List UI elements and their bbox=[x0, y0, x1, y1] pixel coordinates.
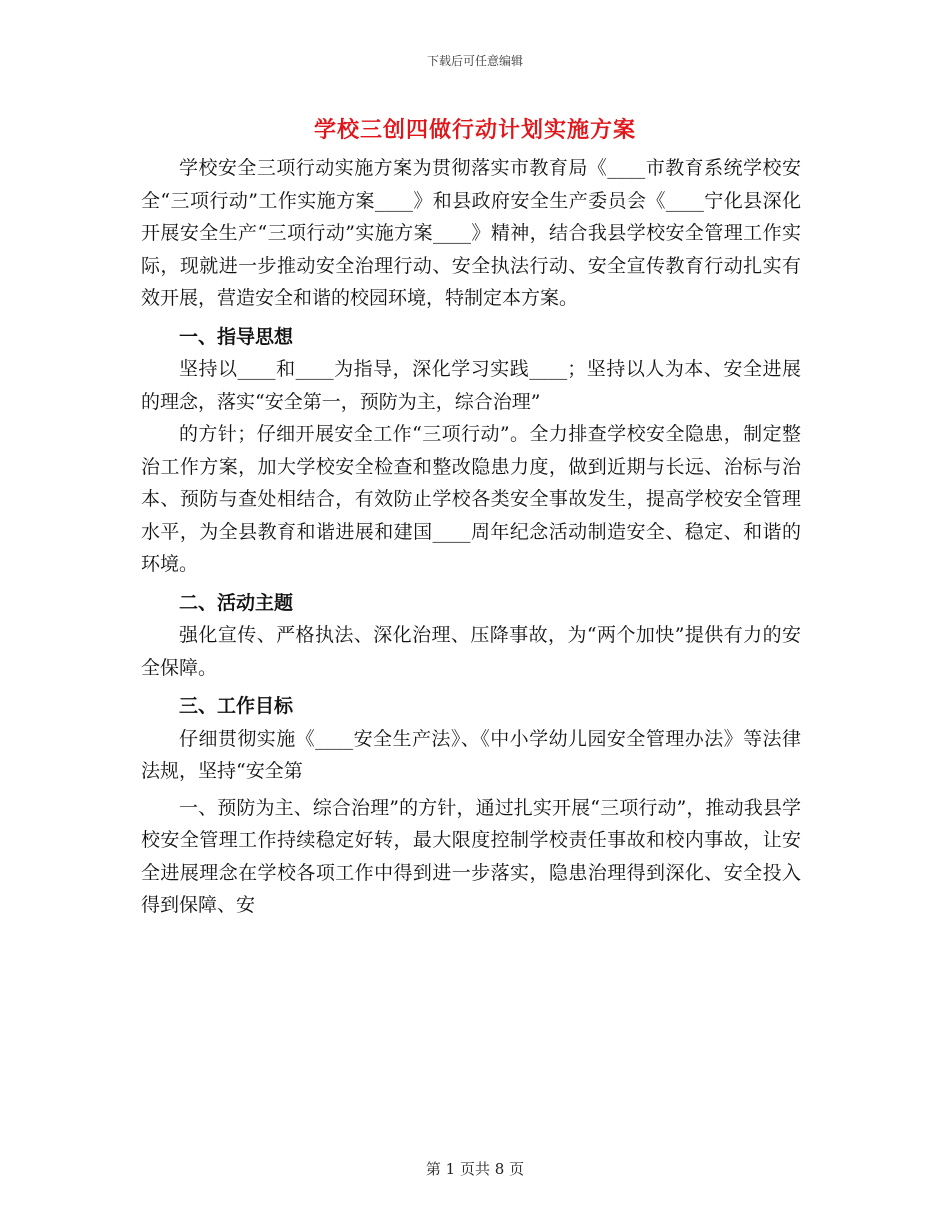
paragraph-work-goals-continued: 一、预防为主、综合治理”的方针，通过扎实开展“三项行动”，推动我县学校安全管理工作持续稳定好转，最大限度控制学校责任事故和校内事故，让安全进展理念在学校各项工作中得到进一步落实，隐患治理得到深化、安全投入得到保障、安 bbox=[141, 796, 801, 916]
paragraph-intro: 学校安全三项行动实施方案为贯彻落实市教育局《____市教育系统学校安全“三项行动”工作实施方案____》和县政府安全生产委员会《____宁化县深化开展安全生产“三项行动”实施方案____》精神，结合我县学校安全管理工作实际，现就进一步推动安全治理行动、安全执法行动、安全宣传教育行动扎实有效开展，营造安全和谐的校园环境，特制定本方案。 bbox=[141, 157, 801, 309]
paragraph-guiding-ideology-continued: 的方针；仔细开展安全工作“三项行动”。全力排查学校安全隐患，制定整治工作方案，加大学校安全检查和整改隐患力度，做到近期与长远、治标与治本、预防与查处相结合，有效防止学校各类安全事故发生，提高学校安全管理水平，为全县教育和谐进展和建国____周年纪念活动制造安全、稳定、和谐的环境。 bbox=[141, 423, 801, 575]
section-heading-activity-theme: 二、活动主题 bbox=[179, 591, 294, 614]
paragraph-activity-theme: 强化宣传、严格执法、深化治理、压降事故，为“两个加快”提供有力的安全保障。 bbox=[141, 624, 801, 679]
document-title: 学校三创四做行动计划实施方案 bbox=[313, 117, 636, 143]
paragraph-guiding-ideology: 坚持以____和____为指导，深化学习实践____；坚持以人为本、安全进展的理念，落实“安全第一，预防为主，综合治理” bbox=[141, 358, 801, 413]
section-heading-work-goals: 三、工作目标 bbox=[179, 695, 294, 717]
header-note: 下载后可任意编辑 bbox=[426, 54, 523, 68]
paragraph-work-goals: 仔细贯彻实施《____安全生产法》、《中小学幼儿园安全管理办法》等法律法规，坚持“安全第 bbox=[141, 727, 801, 782]
document-body bbox=[141, 152, 801, 922]
section-heading-guiding-ideology: 一、指导思想 bbox=[179, 325, 294, 348]
page-footer: 第 1 页共 8 页 bbox=[425, 1160, 525, 1178]
